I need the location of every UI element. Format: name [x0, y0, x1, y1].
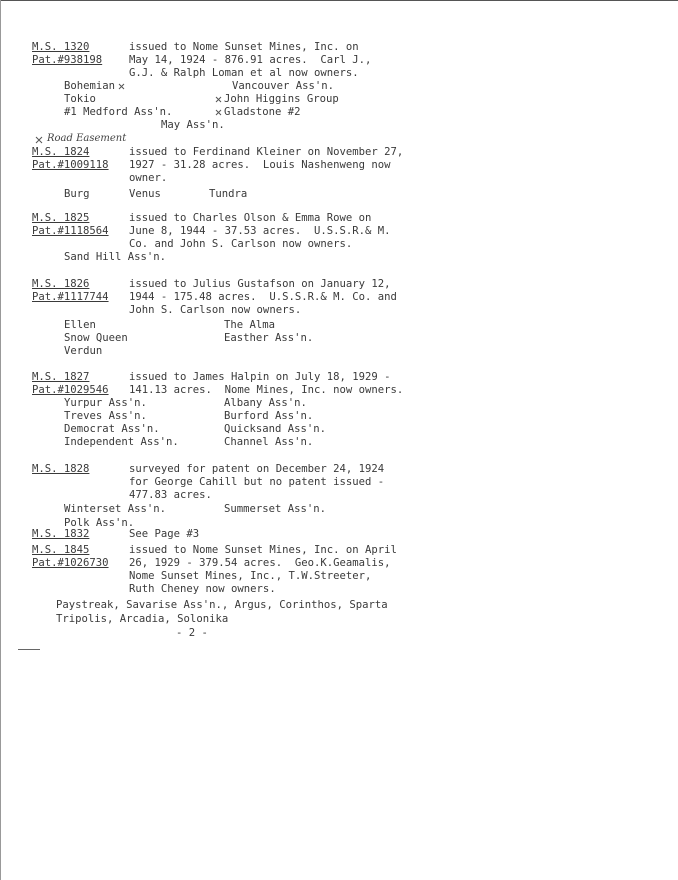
page-top-border — [0, 0, 678, 1]
claim-name: Ellen — [64, 319, 96, 331]
ms-number: M.S. 1828 — [32, 463, 90, 475]
patent-number: Pat.#1009118 — [32, 159, 109, 171]
entry-text-line: See Page #3 — [129, 528, 200, 540]
claim-name: Winterset Ass'n. — [64, 503, 167, 515]
check-x-mark-icon — [118, 83, 125, 90]
entry-text-line: issued to Nome Sunset Mines, Inc. on — [129, 41, 359, 53]
claim-name: Treves Ass'n. — [64, 410, 147, 422]
entry-text-line: G.J. & Ralph Loman et al now owners. — [129, 67, 359, 79]
ms-number: M.S. 1845 — [32, 544, 90, 556]
claim-name: Venus — [129, 188, 161, 200]
claim-name: Sand Hill Ass'n. — [64, 251, 167, 263]
patent-number: Pat.#1029546 — [32, 384, 109, 396]
claim-name: Burg — [64, 188, 90, 200]
handwritten-note: Road Easement — [47, 133, 127, 144]
entry-text-line: issued to Julius Gustafson on January 12, — [129, 278, 391, 290]
claim-name: #1 Medford Ass'n. — [64, 106, 173, 118]
claim-name: Tundra — [209, 188, 248, 200]
claim-name: Polk Ass'n. — [64, 517, 135, 529]
entry-text-line: 1927 - 31.28 acres. Louis Nashenweng now — [129, 159, 391, 171]
claim-name: John Higgins Group — [224, 93, 339, 105]
claim-list: Paystreak, Savarise Ass'n., Argus, Corinthos, Sparta — [56, 599, 388, 611]
footer-rule — [18, 649, 40, 650]
entry-text-line: June 8, 1944 - 37.53 acres. U.S.S.R.& M. — [129, 225, 391, 237]
claim-name: Snow Queen — [64, 332, 128, 344]
ms-number: M.S. 1827 — [32, 371, 90, 383]
claim-name: May Ass'n. — [161, 119, 225, 131]
ms-number: M.S. 1832 — [32, 528, 90, 540]
entry-text-line: for George Cahill but no patent issued - — [129, 476, 385, 488]
claim-name: Verdun — [64, 345, 103, 357]
check-x-mark-icon — [215, 109, 222, 116]
entry-text-line: issued to Ferdinand Kleiner on November 27, — [129, 146, 404, 158]
page-left-border — [0, 0, 1, 880]
claim-name: Easther Ass'n. — [224, 332, 314, 344]
patent-number: Pat.#1117744 — [32, 291, 109, 303]
claim-name: Yurpur Ass'n. — [64, 397, 147, 409]
ms-number: M.S. 1826 — [32, 278, 90, 290]
claim-name: Tokio — [64, 93, 96, 105]
claim-name: Vancouver Ass'n. — [232, 80, 335, 92]
ms-number: M.S. 1320 — [32, 41, 90, 53]
check-x-mark-icon — [215, 96, 222, 103]
patent-number: Pat.#1118564 — [32, 225, 109, 237]
page-number: - 2 - — [176, 627, 208, 639]
entry-text-line: 1944 - 175.48 acres. U.S.S.R.& M. Co. and — [129, 291, 397, 303]
entry-text-line: John S. Carlson now owners. — [129, 304, 302, 316]
claim-name: Bohemian — [64, 80, 116, 92]
entry-text-line: issued to James Halpin on July 18, 1929 - — [129, 371, 391, 383]
entry-text-line: surveyed for patent on December 24, 1924 — [129, 463, 385, 475]
entry-text-line: May 14, 1924 - 876.91 acres. Carl J., — [129, 54, 372, 66]
claim-name: Gladstone #2 — [224, 106, 301, 118]
claim-list: Tripolis, Arcadia, Solonika — [56, 613, 229, 625]
entry-text-line: Nome Sunset Mines, Inc., T.W.Streeter, — [129, 570, 372, 582]
claim-name: Channel Ass'n. — [224, 436, 314, 448]
entry-text-line: 477.83 acres. — [129, 489, 212, 501]
claim-name: The Alma — [224, 319, 276, 331]
claim-name: Burford Ass'n. — [224, 410, 314, 422]
entry-text-line: 26, 1929 - 379.54 acres. Geo.K.Geamalis, — [129, 557, 391, 569]
claim-name: Independent Ass'n. — [64, 436, 179, 448]
entry-text-line: Co. and John S. Carlson now owners. — [129, 238, 353, 250]
patent-number: Pat.#1026730 — [32, 557, 109, 569]
entry-text-line: issued to Charles Olson & Emma Rowe on — [129, 212, 372, 224]
claim-name: Quicksand Ass'n. — [224, 423, 327, 435]
ms-number: M.S. 1825 — [32, 212, 90, 224]
claim-name: Summerset Ass'n. — [224, 503, 327, 515]
claim-name: Democrat Ass'n. — [64, 423, 160, 435]
handwritten-x-mark-icon — [35, 136, 43, 144]
entry-text-line: 141.13 acres. Nome Mines, Inc. now owners. — [129, 384, 404, 396]
entry-text-line: owner. — [129, 172, 168, 184]
patent-number: Pat.#938198 — [32, 54, 103, 66]
entry-text-line: issued to Nome Sunset Mines, Inc. on April — [129, 544, 397, 556]
claim-name: Albany Ass'n. — [224, 397, 307, 409]
entry-text-line: Ruth Cheney now owners. — [129, 583, 276, 595]
ms-number: M.S. 1824 — [32, 146, 90, 158]
